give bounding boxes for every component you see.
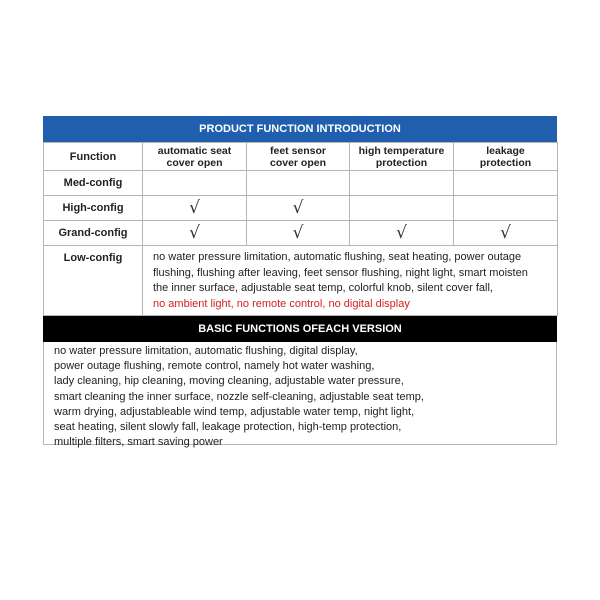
check-cell — [247, 196, 350, 221]
feet-sensor-line-1: feet sensor — [269, 144, 327, 157]
row-label: High-config — [44, 196, 143, 221]
basic-functions-line: smart cleaning the inner surface, nozzle self-cleaning, adjustable seat temp, — [54, 390, 424, 403]
low-config-line: the inner surface, adjustable seat temp, colorful knob, silent cover fall, — [153, 282, 493, 294]
product-function-header — [43, 116, 557, 142]
check-cell — [454, 196, 558, 221]
check-cell — [247, 171, 350, 196]
check-cell — [143, 171, 247, 196]
product-function-panel — [43, 116, 557, 449]
feet-sensor-line-2: cover open — [269, 156, 327, 169]
basic-functions-list — [43, 342, 557, 449]
leakage-line-2: protection — [479, 156, 532, 169]
basic-functions-line: no water pressure limitation, automatic flushing, digital display, — [54, 345, 358, 357]
high-temp-column-header — [350, 143, 454, 171]
basic-functions-line: lady cleaning, hip cleaning, moving cleaning, adjustable water pressure, — [54, 375, 404, 388]
leakage-column-header — [454, 143, 558, 171]
product-function-title: PRODUCT FUNCTION INTRODUCTION — [199, 123, 401, 135]
low-config-line: no water pressure limitation, automatic flushing, seat heating, power outage — [153, 251, 522, 263]
auto-seat-line-2: cover open — [166, 156, 223, 169]
check-cell — [247, 221, 350, 246]
high-temp-line-1: high temperature — [358, 144, 445, 157]
feet-sensor-column-header — [247, 143, 350, 171]
check-mark-icon: √ — [189, 222, 200, 243]
leakage-line-1: leakage — [486, 144, 525, 157]
check-cell — [143, 221, 247, 246]
basic-functions-line: multiple filters, smart saving power — [54, 436, 223, 449]
row-label: Med-config — [44, 171, 143, 196]
auto-seat-column-header — [143, 143, 247, 171]
table-row-low-config — [44, 246, 558, 316]
check-cell — [143, 196, 247, 221]
basic-functions-line: power outage flushing, remote control, namely hot water washing, — [54, 360, 375, 373]
high-temp-line-2: protection — [375, 156, 428, 169]
check-mark-icon: √ — [500, 222, 511, 243]
auto-seat-line-1: automatic seat — [157, 144, 232, 157]
check-cell — [350, 221, 454, 246]
check-mark-icon: √ — [292, 197, 304, 218]
check-mark-icon: √ — [292, 222, 304, 243]
table-row — [44, 196, 558, 221]
basic-functions-header — [43, 316, 557, 342]
low-config-description — [143, 246, 558, 316]
check-cell — [454, 221, 558, 246]
table-row — [44, 221, 558, 246]
basic-functions-line: seat heating, silent slowly fall, leakage protection, high-temp protection, — [54, 421, 402, 434]
table-row — [44, 171, 558, 196]
row-label: Low-config — [44, 246, 143, 316]
basic-functions-title: BASIC FUNCTIONS OFEACH VERSION — [198, 323, 402, 335]
column-header-row — [44, 143, 558, 171]
function-column-header: Function — [44, 143, 143, 171]
row-label: Grand-config — [44, 221, 143, 246]
function-table — [43, 142, 558, 316]
low-config-line: flushing, flushing after leaving, feet sensor flushing, night light, smart moisten — [153, 266, 528, 279]
check-mark-icon: √ — [396, 222, 407, 243]
check-mark-icon: √ — [189, 197, 200, 218]
basic-functions-line: warm drying, adjustableable wind temp, adjustable water temp, night light, — [54, 405, 415, 418]
check-cell — [350, 196, 454, 221]
low-config-missing-features: no ambient light, no remote control, no digital display — [153, 297, 410, 310]
check-cell — [350, 171, 454, 196]
check-cell — [454, 171, 558, 196]
